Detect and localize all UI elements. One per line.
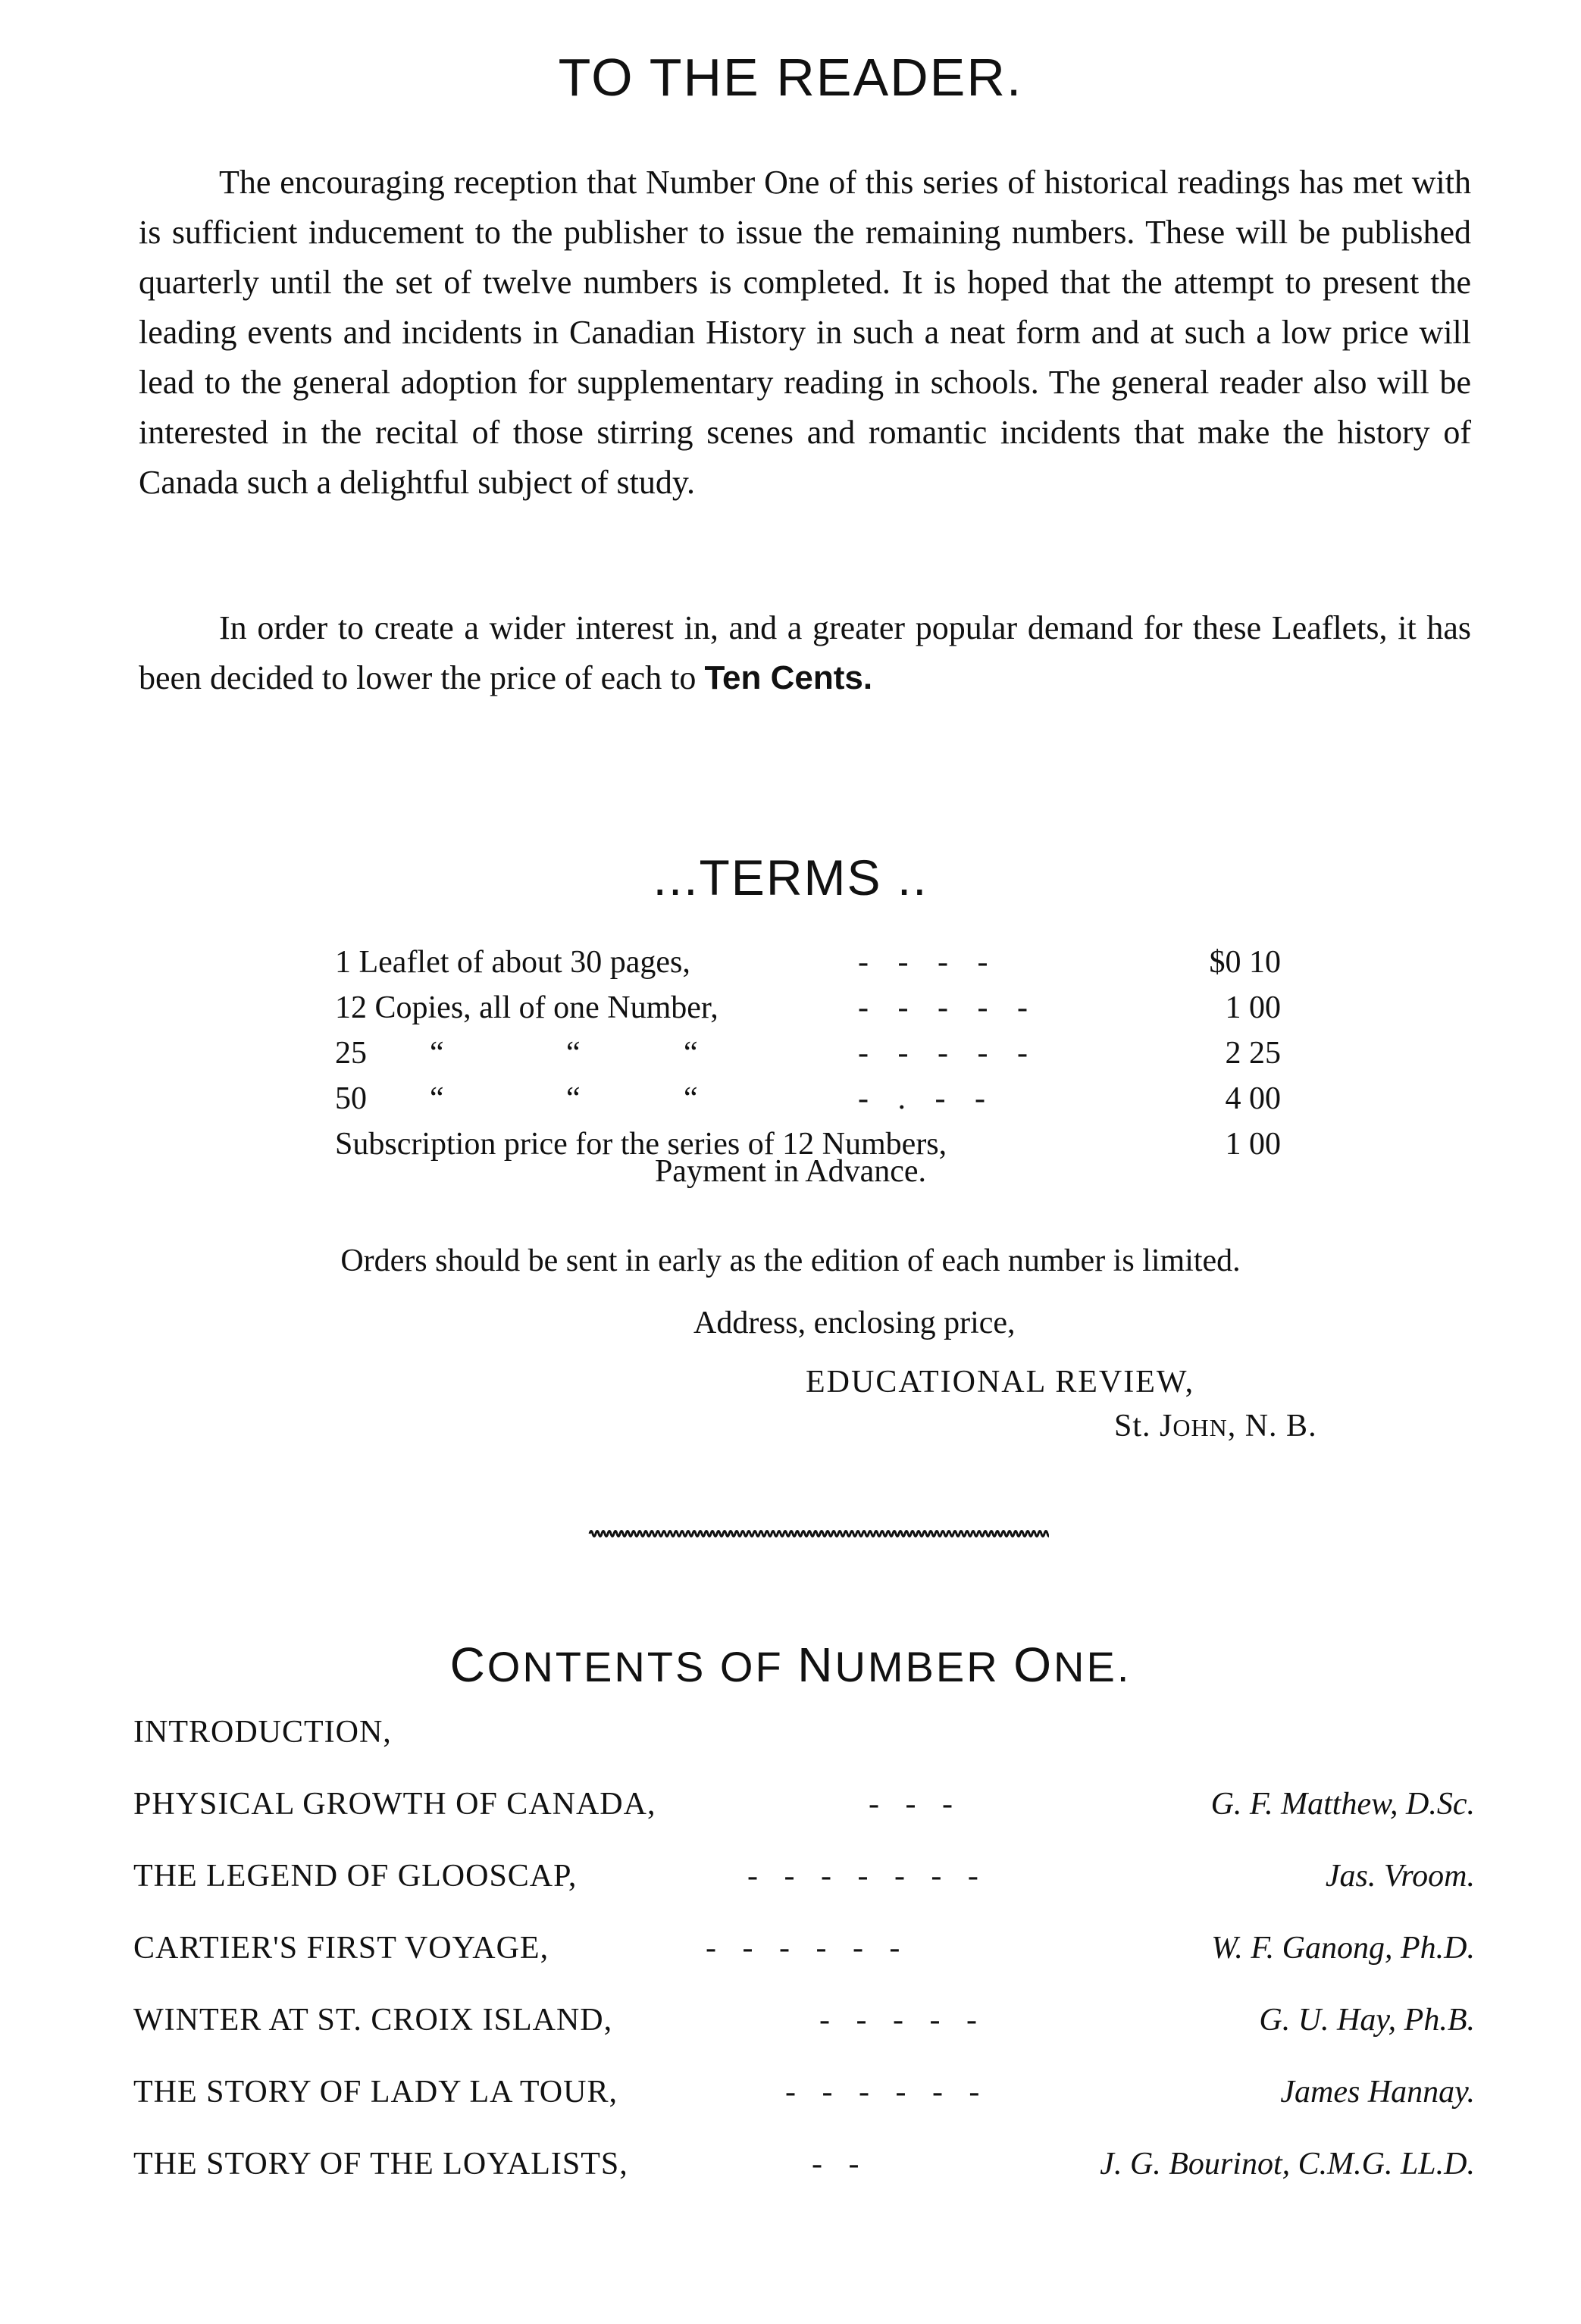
- contents-row: [133, 2074, 1475, 2119]
- contents-intro: INTRODUCTION,: [133, 1715, 392, 1750]
- contents-heading-ontents: ONTENTS OF: [487, 1643, 798, 1691]
- terms-item: [335, 940, 1131, 985]
- terms-quantity: Subscription price for the series of 12 Numbers,: [335, 1127, 947, 1162]
- terms-quantity: 12 Copies, all of one Number,: [335, 990, 718, 1025]
- place-st: St.: [1114, 1409, 1151, 1444]
- terms-row: [335, 985, 1281, 1031]
- terms-price: 1 00: [1225, 990, 1281, 1025]
- place-john-rest: OHN: [1172, 1414, 1228, 1441]
- wavy-divider-line: [590, 1531, 1049, 1537]
- contents-heading-c: C: [449, 1637, 487, 1692]
- ditto-mark: “: [566, 1036, 581, 1071]
- price-highlight: Ten Cents.: [704, 659, 873, 696]
- ditto-mark: “: [684, 1081, 698, 1116]
- contents-item-author: Jas. Vroom.: [1325, 1859, 1475, 1894]
- place-john-initial: J: [1160, 1409, 1173, 1444]
- terms-item: [335, 985, 1131, 1031]
- terms-row: [335, 1076, 1281, 1121]
- contents-item-author: James Hannay.: [1280, 2075, 1475, 2110]
- reader-paragraph-2: [139, 603, 1471, 703]
- contents-leader: - -: [812, 2147, 869, 2182]
- contents-item-title: THE LEGEND OF GLOOSCAP,: [133, 1859, 578, 1894]
- contents-heading-ne: NE.: [1053, 1643, 1132, 1691]
- terms-table: [335, 940, 1281, 1167]
- terms-price: 2 25: [1225, 1036, 1281, 1071]
- contents-leader: - - - - - -: [706, 1931, 909, 1966]
- contents-item-author: G. U. Hay, Ph.B.: [1259, 2003, 1475, 2038]
- publisher-place: [1114, 1408, 1317, 1444]
- terms-quantity: 1 Leaflet of about 30 pages,: [335, 945, 690, 980]
- terms-price: $0 10: [1209, 945, 1281, 980]
- ditto-mark: “: [430, 1036, 444, 1071]
- ditto-mark: “: [566, 1081, 581, 1116]
- payment-note: Payment in Advance.: [654, 1154, 927, 1189]
- contents-item-author: W. F. Ganong, Ph.D.: [1211, 1931, 1475, 1966]
- contents-leader: - - -: [869, 1787, 962, 1822]
- contents-intro-row: [133, 1714, 1475, 1759]
- terms-heading: ...TERMS ..: [653, 849, 928, 906]
- contents-item-title: PHYSICAL GROWTH OF CANADA,: [133, 1787, 656, 1822]
- contents-heading: [0, 1637, 1581, 1693]
- terms-quantity: 50: [335, 1081, 367, 1116]
- orders-note: Orders should be sent in early as the edition of each number is limited.: [340, 1243, 1241, 1278]
- contents-row: [133, 2002, 1475, 2047]
- contents-item-title: THE STORY OF LADY LA TOUR,: [133, 2075, 618, 2110]
- contents-row: [133, 1930, 1475, 1975]
- terms-leader: - - - -: [858, 945, 999, 980]
- terms-row: [335, 1031, 1281, 1076]
- contents-leader: - - - - - -: [785, 2075, 989, 2110]
- contents-item-author: G. F. Matthew, D.Sc.: [1210, 1787, 1475, 1822]
- terms-item: [335, 1031, 1131, 1076]
- wavy-divider: [588, 1525, 1049, 1543]
- contents-item-title: CARTIER'S FIRST VOYAGE,: [133, 1931, 549, 1966]
- terms-item: [335, 1076, 1131, 1121]
- reader-paragraph-2-text: In order to create a wider interest in, and a greater popular demand for these Leaflets, it has been decided to lower the price of each to: [139, 609, 1471, 696]
- contents-row: [133, 1858, 1475, 1903]
- contents-item-title: WINTER AT ST. CROIX ISLAND,: [133, 2003, 613, 2038]
- reader-paragraph-1: The encouraging reception that Number One of this series of historical readings has met with is sufficient inducement to the publisher to issue the remaining numbers. These will be published quarterly until the set of twelve numbers is completed. It is hoped that the attempt to present the leading events and incidents in Canadian History in such a neat form and at such a low price will lead to the general adoption for supplementary reading in schools. The general reader also will be interested in the recital of those stirring scenes and romantic incidents that make the history of Canada such a delightful subject of study.: [139, 164, 1471, 501]
- publisher-name: EDUCATIONAL REVIEW,: [806, 1365, 1195, 1400]
- contents-heading-umber: UMBER: [834, 1643, 1014, 1691]
- terms-price: 1 00: [1225, 1127, 1281, 1162]
- contents-heading-o: O: [1013, 1637, 1054, 1692]
- contents-item-title: THE STORY OF THE LOYALISTS,: [133, 2147, 628, 2182]
- contents-leader: - - - - - - -: [747, 1859, 988, 1894]
- terms-price: 4 00: [1225, 1081, 1281, 1116]
- ditto-mark: “: [684, 1036, 698, 1071]
- terms-row: [335, 940, 1281, 985]
- contents-row: [133, 2146, 1475, 2191]
- terms-quantity: 25: [335, 1036, 367, 1071]
- contents-leader: - - - - -: [819, 2003, 986, 2038]
- contents-heading-n: N: [797, 1637, 835, 1692]
- terms-leader: - . - -: [858, 1081, 996, 1116]
- ditto-mark: “: [430, 1081, 444, 1116]
- terms-leader: - - - - -: [858, 990, 1038, 1025]
- contents-item-author: J. G. Bourinot, C.M.G. LL.D.: [1100, 2147, 1475, 2182]
- reader-heading: TO THE READER.: [558, 48, 1023, 107]
- place-nb: , N. B.: [1227, 1409, 1317, 1444]
- contents-row: [133, 1786, 1475, 1831]
- terms-leader: - - - - -: [858, 1036, 1038, 1071]
- address-line: Address, enclosing price,: [693, 1306, 1016, 1340]
